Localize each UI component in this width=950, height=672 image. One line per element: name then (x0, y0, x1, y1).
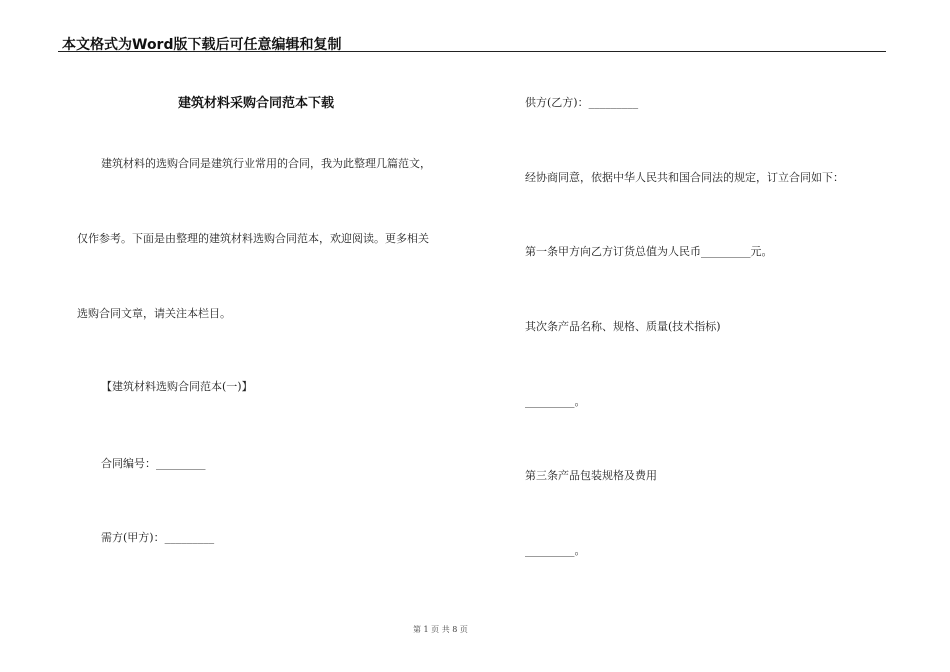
agreement-clause: 经协商同意，依据中华人民共和国合同法的规定，订立合同如下： (525, 171, 844, 184)
document-header: 本文格式为Word版下载后可任意编辑和复制 (62, 37, 342, 53)
document-title: 建筑材料采购合同范本下载 (178, 96, 335, 111)
page-number: 第 1 页 共 8 页 (413, 625, 468, 634)
article-2: 其次条产品名称、规格、质量(技术指标) (525, 320, 721, 333)
article-3: 第三条产品包装规格及费用 (525, 469, 657, 482)
buyer-field: 需方(甲方)：_________ (101, 531, 215, 544)
article-3-blank: _________。 (525, 544, 586, 557)
intro-line-1: 建筑材料的选购合同是建筑行业常用的合同，我为此整理几篇范文， (101, 157, 431, 170)
article-1: 第一条甲方向乙方订货总值为人民币_________元。 (525, 245, 773, 258)
section-heading: 【建筑材料选购合同范本(一)】 (101, 380, 253, 393)
header-divider (58, 51, 886, 52)
contract-number-field: 合同编号：_________ (101, 457, 206, 470)
supplier-field: 供方(乙方)：_________ (525, 96, 639, 109)
article-2-blank: _________。 (525, 395, 586, 408)
intro-line-3: 选购合同文章，请关注本栏目。 (77, 307, 231, 320)
intro-line-2: 仅作参考。下面是由整理的建筑材料选购合同范本，欢迎阅读。更多相关 (77, 232, 429, 245)
